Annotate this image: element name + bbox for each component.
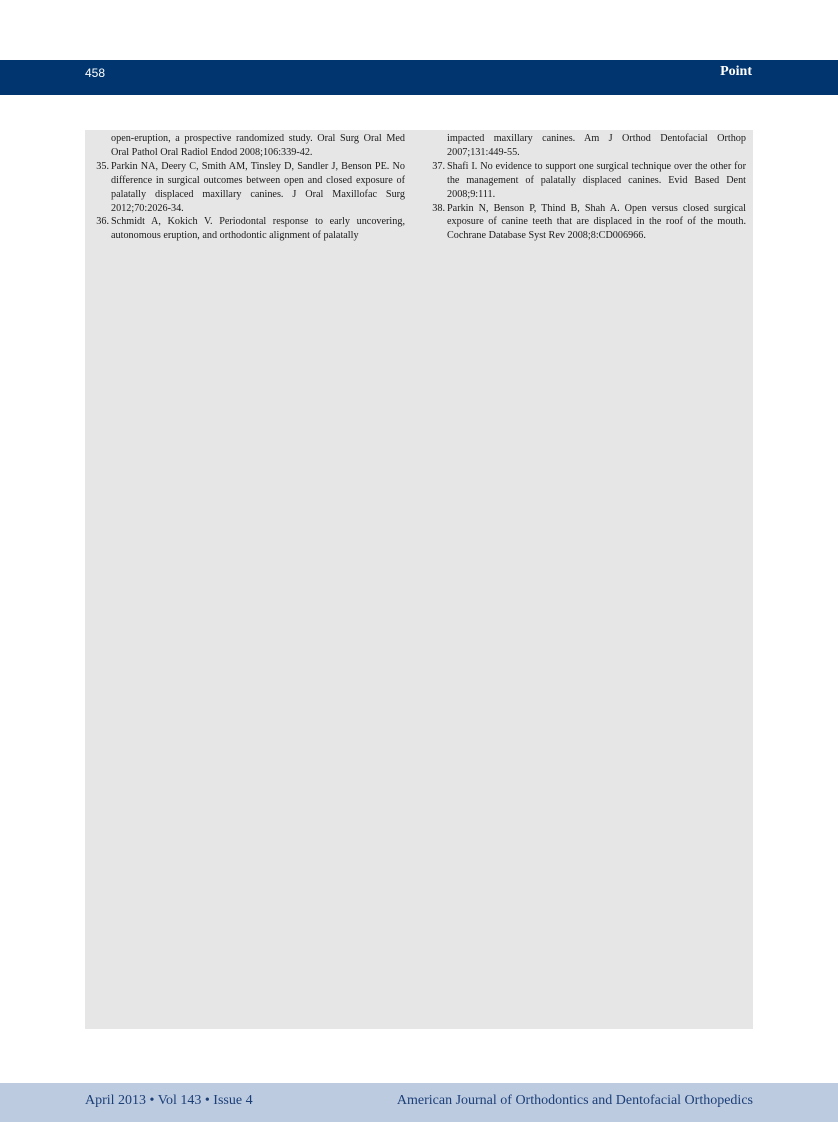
page-number: 458 <box>85 66 106 80</box>
reference-text: impacted maxillary canines. Am J Orthod Dentofacial Orthop 2007;131:449-55. <box>447 133 746 158</box>
references-panel <box>85 130 753 1029</box>
page-header-bar <box>0 60 838 95</box>
references-right-column <box>425 132 746 243</box>
page-footer-bar <box>0 1083 838 1122</box>
reference-number: 36. <box>96 216 109 228</box>
issue-info: April 2013 • Vol 143 • Issue 4 <box>85 1093 253 1108</box>
reference-item <box>89 215 405 243</box>
reference-text: Shafi I. No evidence to support one surgical technique over the other for the management of palatally displaced canines. Evid Based Dent 2008;9:111. <box>447 160 746 200</box>
reference-item <box>89 160 405 216</box>
reference-text: Parkin NA, Deery C, Smith AM, Tinsley D, Sandler J, Benson PE. No difference in surgical outcomes between open and closed exposure of palatally displaced maxillary canines. J Oral Maxillofac Surg 2012;70:2026-34. <box>111 160 405 214</box>
reference-item <box>425 202 746 244</box>
reference-item <box>425 132 746 160</box>
reference-number: 35. <box>96 160 109 172</box>
reference-number: 38. <box>432 202 445 214</box>
references-left-column <box>89 132 405 243</box>
reference-text: Schmidt A, Kokich V. Periodontal response to early uncovering, autonomous eruption, and orthodontic alignment of palatally <box>111 216 405 242</box>
section-label: Point <box>720 64 752 79</box>
reference-text: open-eruption, a prospective randomized study. Oral Surg Oral Med Oral Pathol Oral Radiol Endod 2008;106:339-42. <box>111 133 405 158</box>
reference-number: 37. <box>432 160 445 172</box>
reference-item <box>425 160 746 202</box>
journal-name: American Journal of Orthodontics and Dentofacial Orthopedics <box>396 1093 753 1108</box>
reference-text: Parkin N, Benson P, Thind B, Shah A. Open versus closed surgical exposure of canine teeth that are displaced in the roof of the mouth. Cochrane Database Syst Rev 2008;8:CD006966. <box>447 202 746 242</box>
reference-item <box>89 132 405 160</box>
